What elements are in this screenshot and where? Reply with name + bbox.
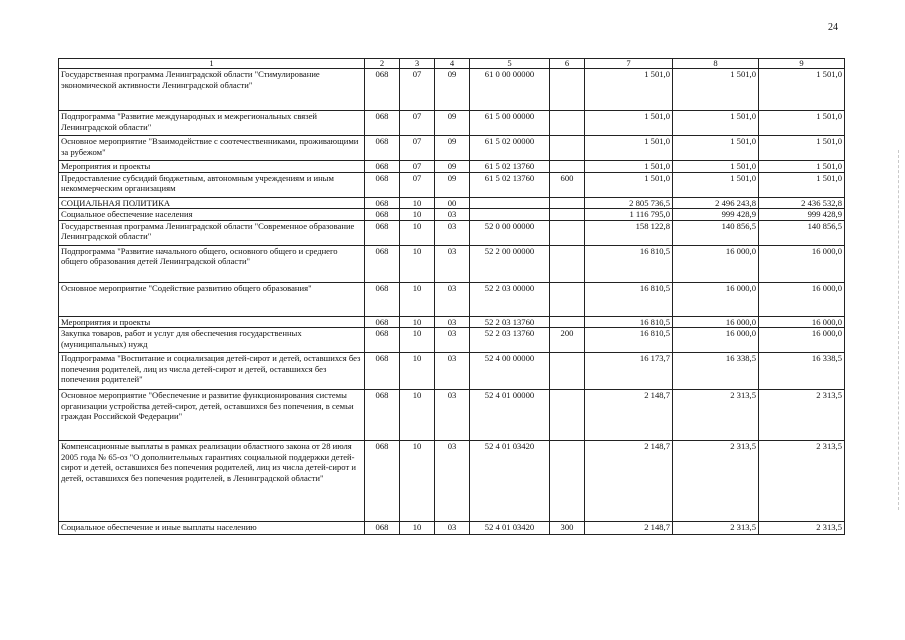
row-name-cell: Социальное обеспечение населения	[59, 209, 365, 221]
section-cell: 07	[400, 161, 435, 173]
subsection-cell: 03	[435, 209, 470, 221]
amount-year1-cell: 16 173,7	[585, 353, 673, 390]
ministry-code-cell: 068	[365, 441, 400, 522]
row-name-cell: Мероприятия и проекты	[59, 161, 365, 173]
row-name-cell: Основное мероприятие "Взаимодействие с соотечественниками, проживающими за рубежом"	[59, 136, 365, 161]
section-cell: 10	[400, 316, 435, 328]
section-cell: 10	[400, 245, 435, 282]
expense-type-cell	[550, 69, 585, 111]
amount-year1-cell: 2 148,7	[585, 522, 673, 535]
ministry-code-cell: 068	[365, 220, 400, 245]
amount-year1-cell: 2 805 736,5	[585, 197, 673, 209]
target-article-cell: 52 2 00 00000	[470, 245, 550, 282]
amount-year1-cell: 2 148,7	[585, 390, 673, 441]
table-row	[59, 69, 845, 111]
target-article-cell: 61 5 00 00000	[470, 111, 550, 136]
amount-year3-cell: 2 313,5	[759, 522, 845, 535]
amount-year2-cell: 1 501,0	[673, 161, 759, 173]
section-cell: 07	[400, 172, 435, 197]
row-name-cell: СОЦИАЛЬНАЯ ПОЛИТИКА	[59, 197, 365, 209]
ministry-code-cell: 068	[365, 316, 400, 328]
budget-table-body	[59, 69, 845, 535]
expense-type-cell	[550, 111, 585, 136]
target-article-cell: 52 2 03 13760	[470, 316, 550, 328]
target-article-cell: 61 5 02 00000	[470, 136, 550, 161]
row-name-cell: Основное мероприятие "Обеспечение и развитие функционирования системы организации устройства детей-сирот, детей, оставшихся без попечения, в семьи граждан Российской Федерации"	[59, 390, 365, 441]
expense-type-cell	[550, 197, 585, 209]
header-cell: 1	[59, 59, 365, 69]
table-row	[59, 282, 845, 316]
amount-year3-cell: 2 313,5	[759, 441, 845, 522]
table-row	[59, 161, 845, 173]
amount-year3-cell: 2 436 532,8	[759, 197, 845, 209]
section-cell: 10	[400, 522, 435, 535]
row-name-cell: Государственная программа Ленинградской области "Современное образование Ленинградской области"	[59, 220, 365, 245]
expense-type-cell	[550, 441, 585, 522]
expense-type-cell	[550, 209, 585, 221]
section-cell: 07	[400, 111, 435, 136]
subsection-cell: 09	[435, 111, 470, 136]
amount-year2-cell: 16 338,5	[673, 353, 759, 390]
amount-year2-cell: 2 313,5	[673, 441, 759, 522]
target-article-cell: 61 5 02 13760	[470, 161, 550, 173]
expense-type-cell	[550, 245, 585, 282]
row-name-cell: Подпрограмма "Развитие международных и межрегиональных связей Ленинградской области"	[59, 111, 365, 136]
table-row	[59, 316, 845, 328]
target-article-cell: 52 4 00 00000	[470, 353, 550, 390]
table-row	[59, 220, 845, 245]
row-name-cell: Подпрограмма "Развитие начального общего, основного общего и среднего общего образования детей Ленинградской области"	[59, 245, 365, 282]
amount-year3-cell: 16 338,5	[759, 353, 845, 390]
row-name-cell: Подпрограмма "Воспитание и социализация детей-сирот и детей, оставшихся без попечения родителей, лиц из числа детей-сирот и детей, оставшихся без попечения родителей"	[59, 353, 365, 390]
target-article-cell: 52 4 01 03420	[470, 522, 550, 535]
ministry-code-cell: 068	[365, 209, 400, 221]
table-row	[59, 353, 845, 390]
section-cell: 10	[400, 390, 435, 441]
table-row	[59, 390, 845, 441]
section-cell: 10	[400, 328, 435, 353]
table-row	[59, 245, 845, 282]
subsection-cell: 03	[435, 328, 470, 353]
ministry-code-cell: 068	[365, 136, 400, 161]
subsection-cell: 03	[435, 282, 470, 316]
ministry-code-cell: 068	[365, 282, 400, 316]
ministry-code-cell: 068	[365, 172, 400, 197]
expense-type-cell	[550, 390, 585, 441]
section-cell: 07	[400, 136, 435, 161]
amount-year1-cell: 16 810,5	[585, 328, 673, 353]
page-number: 24	[828, 22, 838, 33]
subsection-cell: 00	[435, 197, 470, 209]
amount-year1-cell: 1 501,0	[585, 172, 673, 197]
ministry-code-cell: 068	[365, 522, 400, 535]
amount-year1-cell: 16 810,5	[585, 282, 673, 316]
expense-type-cell: 300	[550, 522, 585, 535]
amount-year1-cell: 1 501,0	[585, 161, 673, 173]
amount-year3-cell: 1 501,0	[759, 172, 845, 197]
target-article-cell: 52 4 01 00000	[470, 390, 550, 441]
budget-table	[58, 58, 845, 535]
amount-year3-cell: 2 313,5	[759, 390, 845, 441]
header-cell: 5	[470, 59, 550, 69]
subsection-cell: 03	[435, 245, 470, 282]
amount-year2-cell: 140 856,5	[673, 220, 759, 245]
table-row	[59, 136, 845, 161]
target-article-cell	[470, 209, 550, 221]
header-cell: 2	[365, 59, 400, 69]
amount-year3-cell: 16 000,0	[759, 316, 845, 328]
header-cell: 8	[673, 59, 759, 69]
target-article-cell: 52 0 00 00000	[470, 220, 550, 245]
expense-type-cell	[550, 136, 585, 161]
header-cell: 6	[550, 59, 585, 69]
row-name-cell: Государственная программа Ленинградской области "Стимулирование экономической активности Ленинградской области"	[59, 69, 365, 111]
amount-year1-cell: 2 148,7	[585, 441, 673, 522]
amount-year3-cell: 16 000,0	[759, 282, 845, 316]
subsection-cell: 03	[435, 353, 470, 390]
amount-year2-cell: 1 501,0	[673, 69, 759, 111]
amount-year2-cell: 999 428,9	[673, 209, 759, 221]
target-article-cell	[470, 197, 550, 209]
amount-year1-cell: 1 501,0	[585, 136, 673, 161]
table-row	[59, 197, 845, 209]
ministry-code-cell: 068	[365, 353, 400, 390]
table-row	[59, 111, 845, 136]
row-name-cell: Компенсационные выплаты в рамках реализации областного закона от 28 июля 2005 года № 65-оз "О дополнительных гарантиях социальной поддержки детей-сирот и детей, оставшихся без попечения родителей, лиц из числа детей-сирот и детей, оставшихся без попечения родителей, в Ленинградской области"	[59, 441, 365, 522]
amount-year2-cell: 2 313,5	[673, 522, 759, 535]
amount-year2-cell: 2 496 243,8	[673, 197, 759, 209]
header-cell: 9	[759, 59, 845, 69]
amount-year1-cell: 1 116 795,0	[585, 209, 673, 221]
amount-year3-cell: 16 000,0	[759, 328, 845, 353]
expense-type-cell	[550, 353, 585, 390]
subsection-cell: 03	[435, 316, 470, 328]
subsection-cell: 09	[435, 172, 470, 197]
ministry-code-cell: 068	[365, 245, 400, 282]
amount-year3-cell: 140 856,5	[759, 220, 845, 245]
expense-type-cell	[550, 220, 585, 245]
target-article-cell: 61 0 00 00000	[470, 69, 550, 111]
subsection-cell: 03	[435, 220, 470, 245]
amount-year2-cell: 16 000,0	[673, 316, 759, 328]
table-row	[59, 172, 845, 197]
ministry-code-cell: 068	[365, 328, 400, 353]
amount-year3-cell: 1 501,0	[759, 136, 845, 161]
amount-year3-cell: 1 501,0	[759, 69, 845, 111]
expense-type-cell	[550, 282, 585, 316]
section-cell: 07	[400, 69, 435, 111]
header-cell: 3	[400, 59, 435, 69]
row-name-cell: Предоставление субсидий бюджетным, автономным учреждениям и иным некоммерческим организациям	[59, 172, 365, 197]
target-article-cell: 61 5 02 13760	[470, 172, 550, 197]
ministry-code-cell: 068	[365, 111, 400, 136]
section-cell: 10	[400, 441, 435, 522]
table-row	[59, 328, 845, 353]
header-cell: 7	[585, 59, 673, 69]
amount-year2-cell: 1 501,0	[673, 111, 759, 136]
target-article-cell: 52 2 03 13760	[470, 328, 550, 353]
amount-year3-cell: 1 501,0	[759, 161, 845, 173]
table-row	[59, 209, 845, 221]
row-name-cell: Социальное обеспечение и иные выплаты населению	[59, 522, 365, 535]
amount-year2-cell: 16 000,0	[673, 282, 759, 316]
amount-year2-cell: 2 313,5	[673, 390, 759, 441]
section-cell: 10	[400, 197, 435, 209]
amount-year3-cell: 999 428,9	[759, 209, 845, 221]
target-article-cell: 52 2 03 00000	[470, 282, 550, 316]
row-name-cell: Мероприятия и проекты	[59, 316, 365, 328]
amount-year3-cell: 1 501,0	[759, 111, 845, 136]
subsection-cell: 03	[435, 390, 470, 441]
ministry-code-cell: 068	[365, 69, 400, 111]
section-cell: 10	[400, 209, 435, 221]
amount-year2-cell: 16 000,0	[673, 328, 759, 353]
amount-year1-cell: 158 122,8	[585, 220, 673, 245]
row-name-cell: Закупка товаров, работ и услуг для обеспечения государственных (муниципальных) нужд	[59, 328, 365, 353]
expense-type-cell	[550, 161, 585, 173]
expense-type-cell: 600	[550, 172, 585, 197]
subsection-cell: 03	[435, 441, 470, 522]
amount-year3-cell: 16 000,0	[759, 245, 845, 282]
amount-year1-cell: 16 810,5	[585, 316, 673, 328]
ministry-code-cell: 068	[365, 161, 400, 173]
amount-year2-cell: 1 501,0	[673, 172, 759, 197]
ministry-code-cell: 068	[365, 390, 400, 441]
amount-year1-cell: 1 501,0	[585, 111, 673, 136]
ministry-code-cell: 068	[365, 197, 400, 209]
subsection-cell: 09	[435, 136, 470, 161]
amount-year1-cell: 16 810,5	[585, 245, 673, 282]
header-row	[59, 59, 845, 69]
table-row	[59, 522, 845, 535]
section-cell: 10	[400, 220, 435, 245]
amount-year2-cell: 1 501,0	[673, 136, 759, 161]
target-article-cell: 52 4 01 03420	[470, 441, 550, 522]
row-name-cell: Основное мероприятие "Содействие развитию общего образования"	[59, 282, 365, 316]
subsection-cell: 09	[435, 69, 470, 111]
expense-type-cell	[550, 316, 585, 328]
amount-year1-cell: 1 501,0	[585, 69, 673, 111]
subsection-cell: 03	[435, 522, 470, 535]
amount-year2-cell: 16 000,0	[673, 245, 759, 282]
table-row	[59, 441, 845, 522]
scan-edge-marks	[896, 150, 899, 510]
section-cell: 10	[400, 353, 435, 390]
section-cell: 10	[400, 282, 435, 316]
subsection-cell: 09	[435, 161, 470, 173]
expense-type-cell: 200	[550, 328, 585, 353]
header-cell: 4	[435, 59, 470, 69]
